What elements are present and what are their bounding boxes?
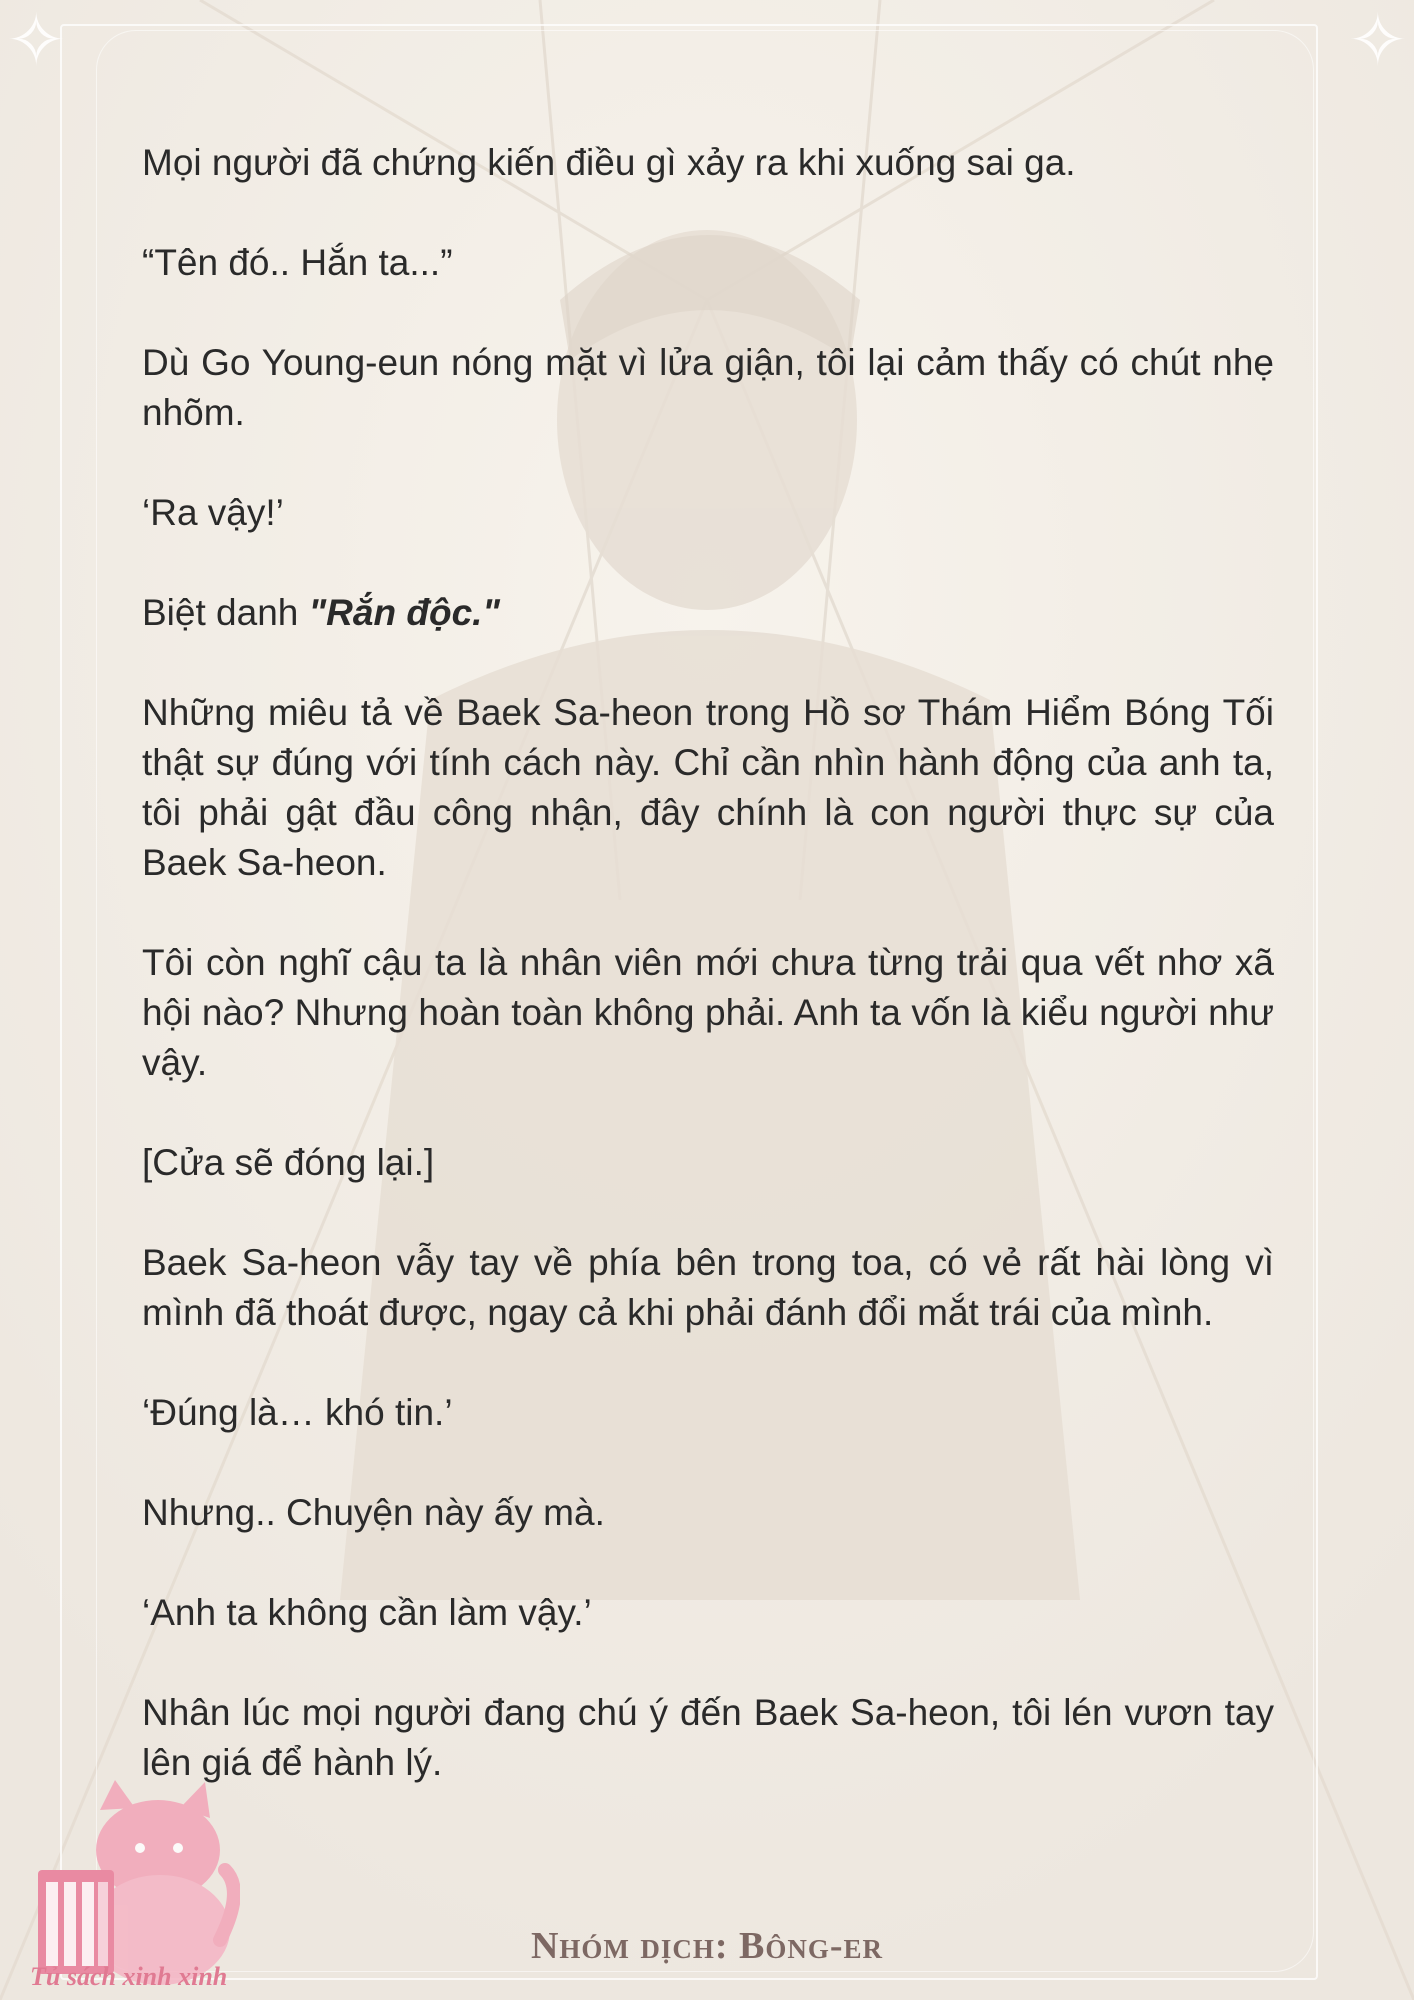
paragraph-nickname bbox=[142, 588, 1274, 638]
nickname-emphasis: "Rắn độc." bbox=[308, 592, 500, 633]
chapter-text bbox=[142, 138, 1274, 1838]
paragraph: Nhân lúc mọi người đang chú ý đến Baek Sa-heon, tôi lén vươn tay lên giá để hành lý. bbox=[142, 1692, 1274, 1783]
logo-text: Tủ sách xinh xinh bbox=[30, 1962, 228, 1991]
paragraph: Nhưng.. Chuyện này ấy mà. bbox=[142, 1492, 605, 1533]
paragraph: Tôi còn nghĩ cậu ta là nhân viên mới chưa từng trải qua vết nhơ xã hội nào? Nhưng hoàn toàn không phải. Anh ta vốn là kiểu người như vậy. bbox=[142, 942, 1274, 1083]
cat-bookshelf-logo-icon bbox=[30, 1770, 240, 1990]
paragraph: [Cửa sẽ đóng lại.] bbox=[142, 1142, 435, 1183]
paragraph: ‘Anh ta không cần làm vậy.’ bbox=[142, 1592, 592, 1633]
paragraph: Baek Sa-heon vẫy tay về phía bên trong toa, có vẻ rất hài lòng vì mình đã thoát được, ngay cả khi phải đánh đổi mắt trái của mình. bbox=[142, 1242, 1274, 1333]
sparkle-icon: ✧ bbox=[6, 0, 67, 82]
translator-credit: Nhóm dịch: Bông-er bbox=[530, 1925, 884, 1967]
paragraph: ‘Ra vậy!’ bbox=[142, 492, 284, 533]
sparkle-icon: ✧ bbox=[1347, 0, 1408, 82]
paragraph: ‘Đúng là… khó tin.’ bbox=[142, 1392, 453, 1433]
paragraph: Những miêu tả về Baek Sa-heon trong Hồ sơ Thám Hiểm Bóng Tối thật sự đúng với tính cách này. Chỉ cần nhìn hành động của anh ta, tôi phải gật đầu công nhận, đây chính là con người thực sự của Baek Sa-heon. bbox=[142, 692, 1274, 883]
paragraph: Mọi người đã chứng kiến điều gì xảy ra khi xuống sai ga. bbox=[142, 142, 1076, 183]
paragraph: “Tên đó.. Hắn ta...” bbox=[142, 242, 453, 283]
paragraph: Dù Go Young-eun nóng mặt vì lửa giận, tôi lại cảm thấy có chút nhẹ nhõm. bbox=[142, 342, 1274, 433]
nickname-prefix: Biệt danh bbox=[142, 592, 309, 633]
